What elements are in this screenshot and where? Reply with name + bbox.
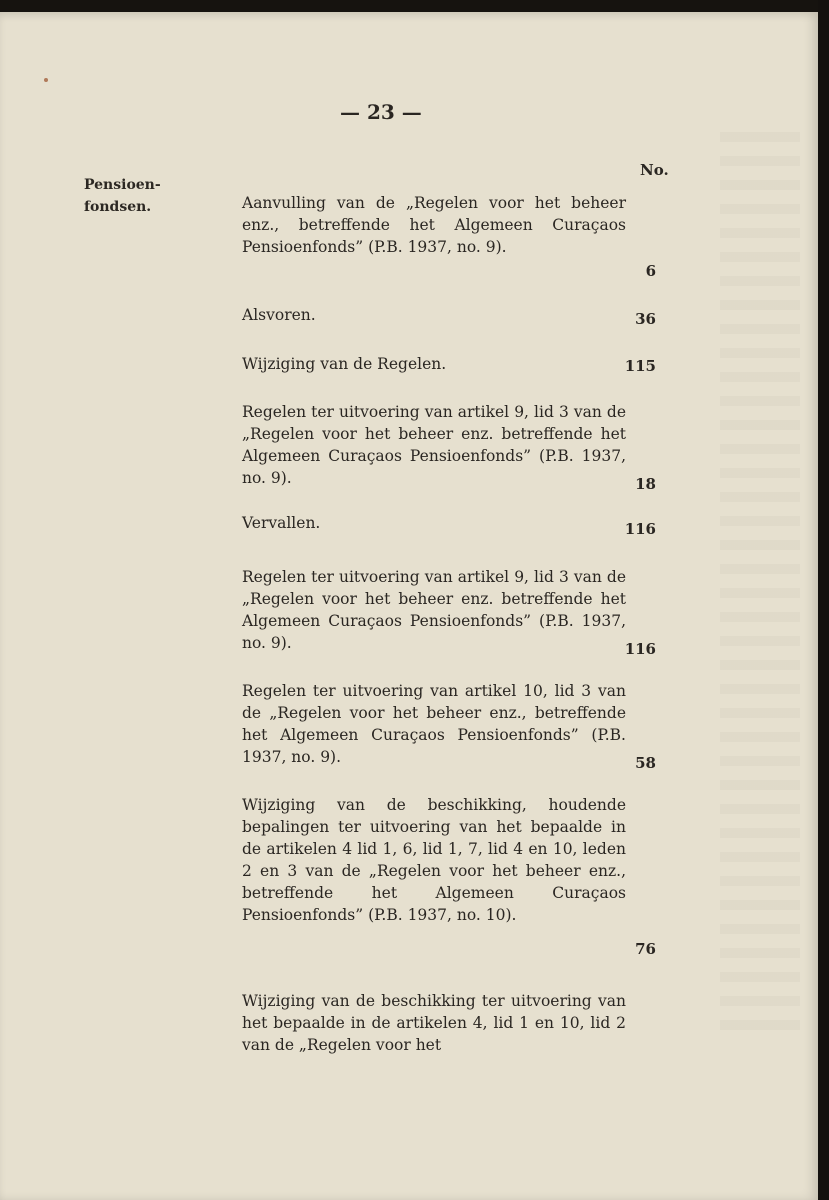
entry-number: 58 — [635, 754, 656, 772]
entry-number: 76 — [635, 940, 656, 958]
entry — [242, 990, 626, 1056]
margin-heading-line-2: fondsen. — [84, 199, 152, 215]
page-number: — 23 — — [340, 100, 422, 124]
entry-text: Wijziging van de Regelen. — [242, 355, 447, 373]
entry-number: 116 — [624, 520, 656, 538]
entry-number: 36 — [635, 310, 656, 328]
entry-text: Wijziging van de beschikking, houdende bepalingen ter uitvoering van het bepaalde in de artikelen 4 lid 1, 6, lid 1, 7, lid 4 en 10, leden 2 en 3 van de „Regelen voor het beheer enz., betreffende het Algemeen Curaçaos Pensioenfonds” (P.B. 1937, no. 10). — [242, 796, 626, 924]
entry — [242, 304, 656, 328]
scan-top-edge — [0, 0, 829, 12]
entry — [242, 566, 656, 658]
number-column-heading: No. — [640, 161, 669, 179]
entry — [242, 512, 656, 538]
document-page — [0, 12, 818, 1200]
margin-heading-line-1: Pensioen- — [84, 177, 161, 193]
entry — [242, 192, 656, 280]
bleed-through-texture — [720, 132, 800, 1032]
entry-text: Wijziging van de beschikking ter uitvoering van het bepaalde in de artikelen 4, lid 1 en 10, lid 2 van de „Regelen voor het — [242, 992, 626, 1054]
entry-text: Regelen ter uitvoering van artikel 9, lid 3 van de „Regelen voor het beheer enz. betreffende het Algemeen Curaçaos Pensioenfonds” (P.B. 1937, no. 9). — [242, 403, 626, 487]
entry-number: 116 — [624, 640, 656, 658]
entry — [242, 401, 656, 493]
entry-text: Regelen ter uitvoering van artikel 10, lid 3 van de „Regelen voor het beheer enz., betreffende het Algemeen Curaçaos Pensioenfonds” (P.B. 1937, no. 9). — [242, 682, 626, 766]
entry-number: 115 — [624, 357, 656, 375]
entry-number: 6 — [645, 262, 656, 280]
entry — [242, 794, 656, 958]
entry-text: Alsvoren. — [242, 306, 316, 324]
margin-heading — [84, 174, 161, 218]
entry-text: Vervallen. — [242, 514, 321, 532]
entry-text: Aanvulling van de „Regelen voor het beheer enz., betreffende het Algemeen Curaçaos Pensioenfonds” (P.B. 1937, no. 9). — [242, 194, 626, 256]
scan-right-edge — [818, 0, 829, 1200]
entry — [242, 353, 656, 375]
paper-speck — [44, 78, 48, 82]
entry-number: 18 — [635, 475, 656, 493]
entry-text: Regelen ter uitvoering van artikel 9, lid 3 van de „Regelen voor het beheer enz. betreffende het Algemeen Curaçaos Pensioenfonds” (P.B. 1937, no. 9). — [242, 568, 626, 652]
entry — [242, 680, 656, 772]
